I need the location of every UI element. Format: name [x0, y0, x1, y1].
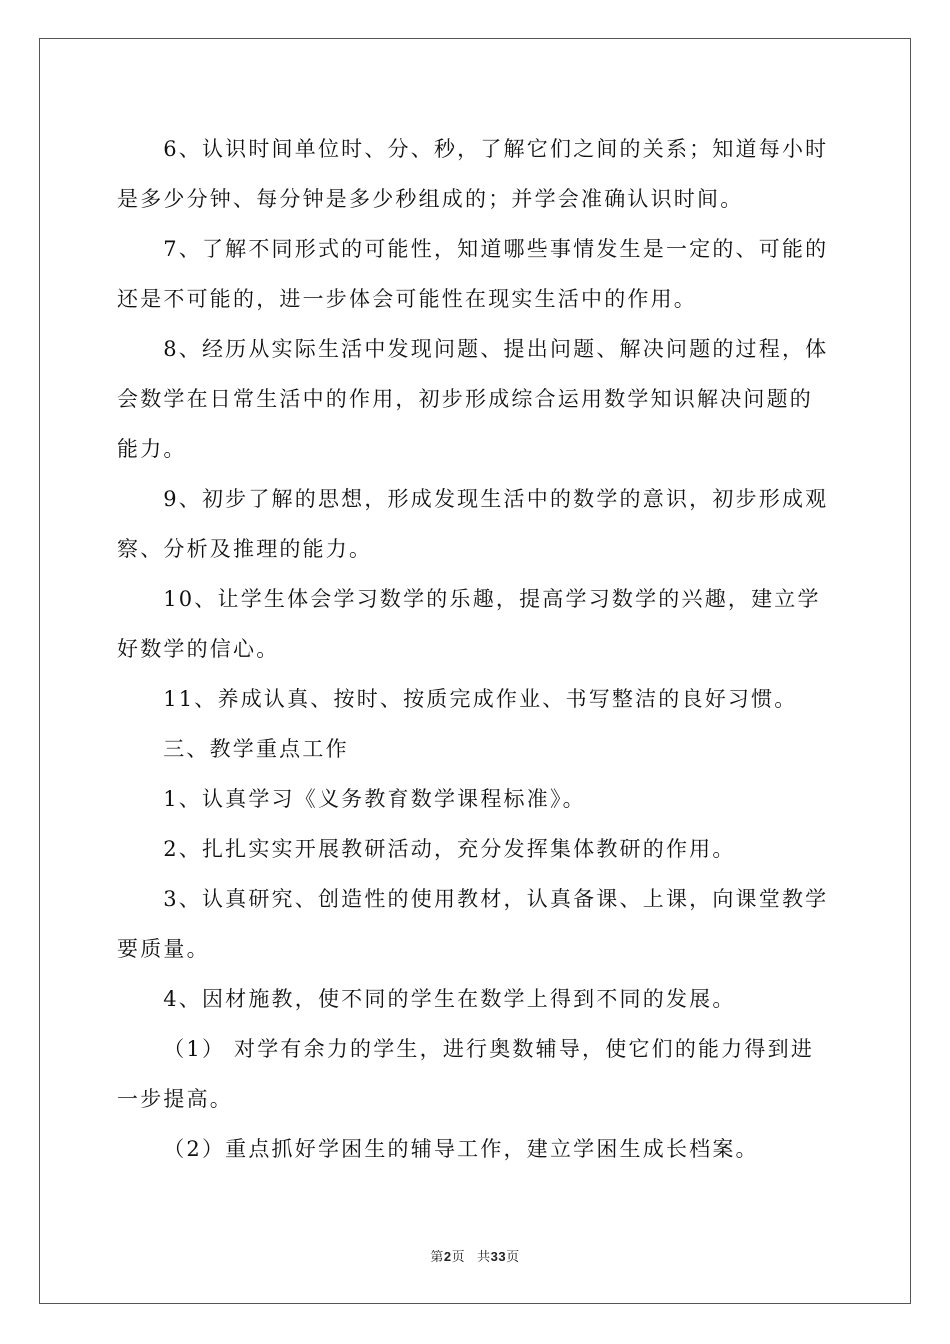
paragraph-focus-3: 3、认真研究、创造性的使用教材，认真备课、上课，向课堂教学要质量。 — [117, 887, 829, 961]
page-prefix: 第 — [430, 1250, 444, 1265]
paragraph-objective-10: 10、让学生体会学习数学的乐趣，提高学习数学的兴趣，建立学好数学的信心。 — [117, 587, 821, 661]
paragraph-focus-2: 2、扎扎实实开展教研活动，充分发挥集体教研的作用。 — [163, 837, 736, 861]
page-suffix: 页 — [451, 1250, 466, 1265]
paragraph-objective-11: 11、养成认真、按时、按质完成作业、书写整洁的良好习惯。 — [163, 687, 798, 711]
paragraph-focus-4-sub-1: （1） 对学有余力的学生，进行奥数辅导，使它们的能力得到进一步提高。 — [117, 1037, 815, 1111]
paragraph-objective-7: 7、了解不同形式的可能性，知道哪些事情发生是一定的、可能的还是不可能的，进一步体会可能性在现实生活中的作用。 — [117, 237, 829, 311]
page-number: 2 — [443, 1249, 452, 1264]
paragraph-objective-9: 9、初步了解的思想，形成发现生活中的数学的意识，初步形成观察、分析及推理的能力。 — [117, 487, 829, 561]
page-footer — [0, 1246, 950, 1265]
paragraph-focus-1: 1、认真学习《义务教育数学课程标准》。 — [163, 787, 586, 811]
total-prefix: 共 — [477, 1250, 491, 1265]
total-pages: 33 — [490, 1249, 507, 1264]
paragraph-objective-6: 6、认识时间单位时、分、秒，了解它们之间的关系；知道每小时是多少分钟、每分钟是多少秒组成的；并学会准确认识时间。 — [117, 137, 829, 211]
document-body — [117, 124, 833, 1174]
total-suffix: 页 — [506, 1250, 520, 1265]
paragraph-focus-4-sub-2: （2）重点抓好学困生的辅导工作，建立学困生成长档案。 — [163, 1137, 759, 1161]
paragraph-focus-4: 4、因材施教，使不同的学生在数学上得到不同的发展。 — [163, 987, 736, 1011]
paragraph-objective-8: 8、经历从实际生活中发现问题、提出问题、解决问题的过程，体会数学在日常生活中的作用，初步形成综合运用数学知识解决问题的能力。 — [117, 337, 829, 461]
section-heading-teaching-focus: 三、教学重点工作 — [163, 737, 349, 761]
